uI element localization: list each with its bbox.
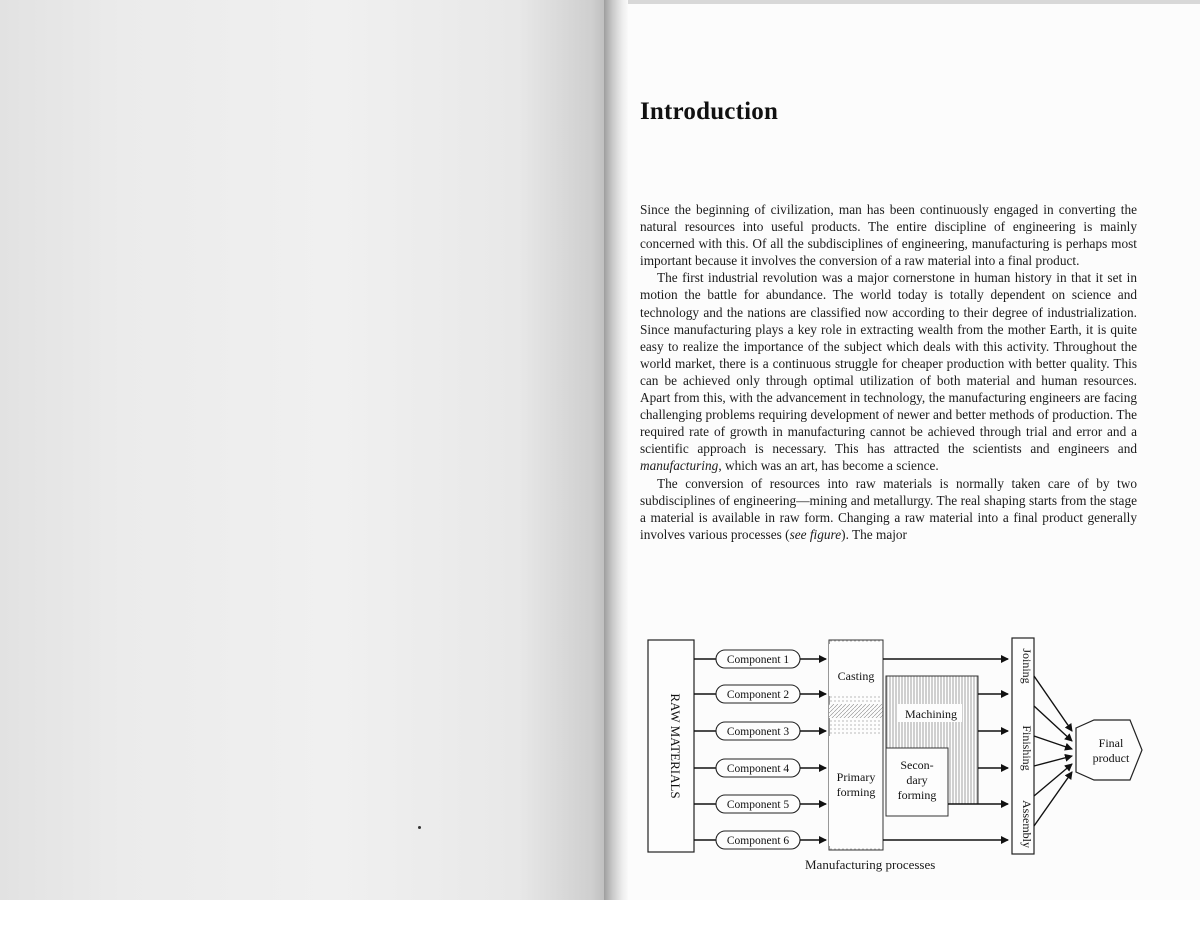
machining-label: Machining (905, 707, 957, 721)
components-group (694, 650, 826, 849)
component-label: Component 1 (726, 654, 790, 666)
text-run: The conversion of resources into raw materials is normally taken care of by two subdisciplines of engineering—mining and metallurgy. The real shaping starts from the stage a material is available in raw form. Changing a raw material into a final product generally involves various processes ( (640, 475, 1137, 542)
component-label: Component 3 (726, 726, 790, 738)
chapter-title: Introduction (640, 98, 779, 125)
left-page-blank (0, 0, 610, 900)
paragraph-1 (640, 201, 1137, 269)
speck (418, 826, 421, 829)
paragraph-2 (640, 269, 1137, 474)
manufacturing-processes-figure (646, 636, 1146, 880)
process-diagram (646, 636, 1146, 856)
component-label: Component 4 (726, 763, 790, 775)
scan-bottom-margin (0, 900, 1200, 926)
final-product-shape (1076, 720, 1142, 780)
component-label: Component 6 (726, 835, 790, 847)
italic-term: manufacturing (640, 458, 719, 474)
secondary-label-1: Secon- (900, 758, 934, 772)
text-run: , which was an art, has become a science. (718, 458, 939, 474)
figure-caption: Manufacturing processes (805, 857, 936, 872)
primary-label-2: forming (836, 785, 876, 799)
component-label: Component 2 (726, 689, 790, 701)
raw-materials-label: RAW MATERIALS (668, 693, 683, 799)
secondary-label-2: dary (906, 773, 928, 787)
finishing-label: Finishing (1020, 725, 1034, 771)
secondary-label-3: forming (897, 788, 937, 802)
text-run: ). The major (841, 526, 907, 542)
joining-label: Joining (1020, 648, 1034, 684)
page-top-edge (628, 0, 1200, 4)
final-product-label-2: product (1092, 751, 1130, 765)
primary-label-1: Primary (836, 770, 876, 784)
paragraph-3 (640, 475, 1137, 543)
casting-hatch (829, 704, 883, 718)
italic-term: see figure (789, 526, 842, 542)
assembly-label: Assembly (1020, 800, 1034, 848)
text-run: The first industrial revolution was a major cornerstone in human history in that it set in motion the battle for abundance. The world today is totally dependent on science and technology and the nations are classified now according to their degree of industrialization. Since manufacturing plays a key role in extracting wealth from the mother Earth, it is quite easy to realize the importance of the subject which deals with this activity. Throughout the world market, there is a continuous struggle for cheaper production with better quality. This can be achieved only through optimal utilization of both material and human resources. Apart from this, with the advancement in technology, the manufacturing engineers are facing challenging problems requiring development of newer and better methods of production. The required rate of growth in manufacturing cannot be achieved through trial and error and a scientific approach is necessary. This has attracted the scientists and engineers and (640, 270, 1137, 457)
book-gutter (604, 0, 628, 900)
component-label: Component 5 (726, 799, 790, 811)
body-text (640, 201, 1137, 543)
final-product-label-1: Final (1098, 736, 1124, 750)
casting-label: Casting (837, 669, 875, 683)
text-run: Since the beginning of civilization, man has been continuously engaged in converting the natural resources into useful products. The entire discipline of engineering is mainly concerned with this. Of all the subdisciplines of engineering, manufacturing is perhaps most important because it involves the conversion of a raw material into a final product. (640, 202, 1137, 269)
